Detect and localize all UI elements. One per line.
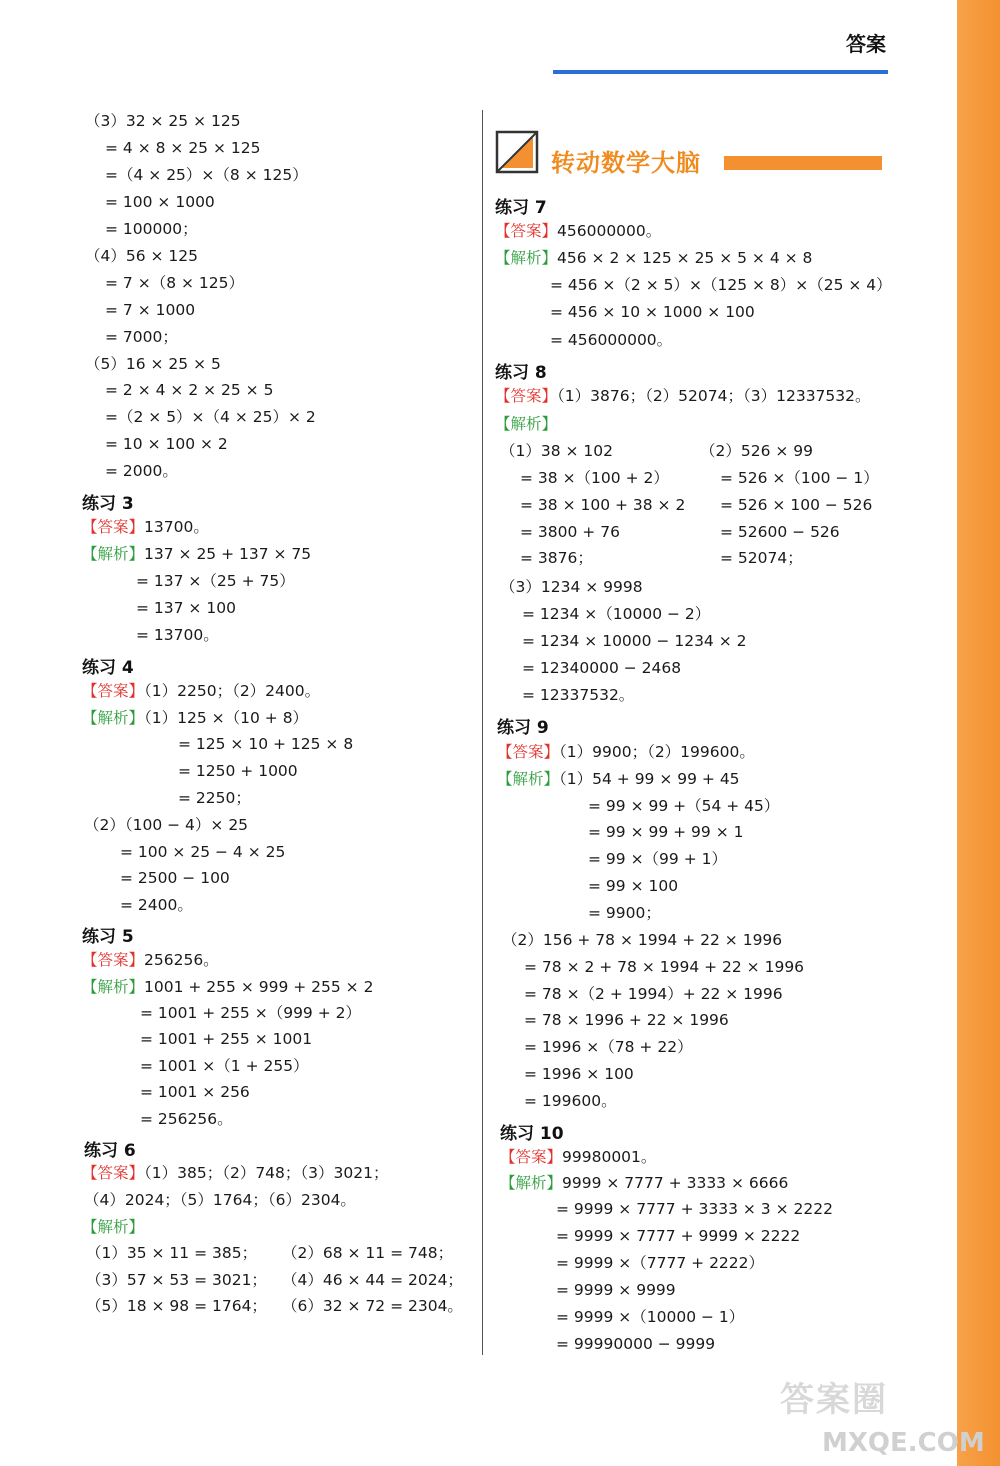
calc-line: = 2500 − 100 (120, 869, 230, 887)
exercise-6-title: 练习 6 (84, 1141, 136, 1161)
calc-line: =（2 × 5）×（4 × 25）× 2 (105, 408, 316, 426)
explain-row (82, 977, 373, 997)
section-banner-title: 转动数学大脑 (551, 149, 701, 177)
answer-row (495, 386, 871, 406)
calc-line: = 10 × 100 × 2 (105, 435, 228, 453)
answer-row (82, 950, 219, 970)
calc-line: （3）32 × 25 × 125 (85, 112, 241, 130)
calc-line: = 7000； (105, 328, 178, 346)
calc-line: 9999 × 7777 + 3333 × 6666 (562, 1174, 789, 1192)
calc-line: （2）（100 − 4）× 25 (84, 816, 249, 834)
explain-row (495, 414, 557, 434)
calc-line: = 13700。 (136, 626, 219, 644)
calc-line: = 456 ×（2 × 5）×（125 × 8）×（25 × 4） (550, 276, 892, 294)
calc-line: （5）16 × 25 × 5 (85, 355, 221, 373)
calc-line: = 78 ×（2 + 1994）+ 22 × 1996 (524, 985, 783, 1003)
calc-line: 137 × 25 + 137 × 75 (144, 545, 312, 563)
calc-line: （2）156 + 78 × 1994 + 22 × 1996 (502, 931, 783, 949)
calc-line: = 1001 + 255 × 1001 (140, 1030, 313, 1048)
calc-line: （1）54 + 99 × 99 + 45 (559, 770, 740, 788)
calc-line: = 1234 × 10000 − 1234 × 2 (522, 632, 747, 650)
exercise-4-title: 练习 4 (82, 658, 134, 678)
calc-line: = 256256。 (140, 1110, 233, 1128)
calc-line: = 125 × 10 + 125 × 8 (178, 735, 354, 753)
calc-line: = 1996 × 100 (524, 1065, 634, 1083)
calc-line: = 99 × 100 (588, 877, 679, 895)
calc-line: = 9999 × 7777 + 3333 × 3 × 2222 (556, 1200, 833, 1218)
calc-line: = 38 × 100 + 38 × 2 (520, 496, 686, 514)
explain-tag: 【解析】 (82, 545, 145, 563)
explain-row (500, 1173, 788, 1193)
answer-value: （1）385；（2）748；（3）3021； (144, 1164, 389, 1182)
calc-line: = 456 × 10 × 1000 × 100 (550, 303, 755, 321)
answer-tag: 【答案】 (500, 1148, 563, 1166)
column-divider (482, 110, 483, 1355)
banner-accent-bar (724, 156, 882, 170)
calc-line: = 100000； (105, 220, 198, 238)
calc-line: = 4 × 8 × 25 × 125 (105, 139, 261, 157)
answer-tag: 【答案】 (497, 743, 560, 761)
watermark-logo: 答案圈 (780, 1380, 888, 1420)
exercise-5-title: 练习 5 (82, 927, 134, 947)
answer-continued: （4）2024；（5）1764；（6）2304。 (84, 1191, 356, 1209)
calc-line: = 1001 ×（1 + 255） (140, 1057, 309, 1075)
calc-line: = 12340000 − 2468 (522, 659, 682, 677)
answer-value: （1）3876；（2）52074；（3）12337532。 (557, 387, 871, 405)
calc-line: （6）32 × 72 = 2304。 (282, 1297, 463, 1315)
calc-line: （2）526 × 99 (700, 442, 814, 460)
answer-tag: 【答案】 (82, 1164, 145, 1182)
calc-line: = 52600 − 526 (720, 523, 840, 541)
calc-line: （4）46 × 44 = 2024； (282, 1271, 463, 1289)
calc-line: = 137 × 100 (136, 599, 236, 617)
calc-line: = 2 × 4 × 2 × 25 × 5 (105, 381, 274, 399)
explain-tag: 【解析】 (495, 415, 558, 433)
calc-line: （4）56 × 125 (85, 247, 199, 265)
header-rule (553, 70, 888, 74)
calc-line: = 526 × 100 − 526 (720, 496, 873, 514)
answer-value: 256256。 (144, 951, 219, 969)
calc-line: （2）68 × 11 = 748； (282, 1244, 454, 1262)
answer-value: 13700。 (144, 518, 209, 536)
calc-line: = 99 × 99 +（54 + 45） (588, 797, 780, 815)
exercise-9-title: 练习 9 (497, 718, 549, 738)
answer-tag: 【答案】 (82, 951, 145, 969)
answer-tag: 【答案】 (495, 387, 558, 405)
answer-row (500, 1147, 656, 1167)
calc-line: （3）57 × 53 = 3021； (86, 1271, 267, 1289)
calc-line: （1）125 ×（10 + 8） (144, 709, 309, 727)
calc-line: = 100 × 25 − 4 × 25 (120, 843, 286, 861)
calc-line: = 99990000 − 9999 (556, 1335, 716, 1353)
answer-tag: 【答案】 (495, 222, 558, 240)
answer-value: 456000000。 (557, 222, 662, 240)
calc-line: = 1250 + 1000 (178, 762, 298, 780)
answer-tag: 【答案】 (82, 682, 145, 700)
explain-tag: 【解析】 (82, 709, 145, 727)
answer-value: （1）9900；（2）199600。 (559, 743, 755, 761)
calc-line: （1）38 × 102 (500, 442, 614, 460)
calc-line: = 7 ×（8 × 125） (105, 274, 244, 292)
exercise-10-title: 练习 10 (500, 1124, 564, 1144)
watermark-url: MXQE.COM (822, 1428, 985, 1458)
brain-section-icon (495, 130, 539, 174)
calc-line: = 199600。 (524, 1092, 617, 1110)
answer-row (82, 517, 209, 537)
calc-line: 456 × 2 × 125 × 25 × 5 × 4 × 8 (557, 249, 813, 267)
calc-line: = 9999 × 9999 (556, 1281, 676, 1299)
exercise-7-title: 练习 7 (495, 198, 547, 218)
calc-line: = 52074； (720, 549, 803, 567)
calc-line: = 2000。 (105, 462, 178, 480)
calc-line: = 78 × 1996 + 22 × 1996 (524, 1011, 729, 1029)
calc-line: = 1001 + 255 ×（999 + 2） (140, 1004, 361, 1022)
answer-row (82, 1163, 388, 1183)
calc-line: = 99 ×（99 + 1） (588, 850, 727, 868)
calc-line: （3）1234 × 9998 (500, 578, 643, 596)
page-edge-strip (957, 0, 1000, 1466)
answer-row (82, 681, 320, 701)
calc-line: = 1001 × 256 (140, 1083, 250, 1101)
calc-line: = 137 ×（25 + 75） (136, 572, 295, 590)
answer-value: 99980001。 (562, 1148, 657, 1166)
calc-line: = 526 ×（100 − 1） (720, 469, 879, 487)
answer-row (495, 221, 661, 241)
calc-line: = 1996 ×（78 + 22） (524, 1038, 693, 1056)
calc-line: = 12337532。 (522, 686, 635, 704)
calc-line: = 9999 × 7777 + 9999 × 2222 (556, 1227, 801, 1245)
explain-tag: 【解析】 (497, 770, 560, 788)
explain-row (497, 769, 740, 789)
calc-line: = 456000000。 (550, 331, 673, 349)
explain-tag: 【解析】 (82, 978, 145, 996)
explain-row (495, 248, 812, 268)
explain-tag: 【解析】 (82, 1218, 145, 1236)
exercise-8-title: 练习 8 (495, 363, 547, 383)
answer-tag: 【答案】 (82, 518, 145, 536)
calc-line: = 3800 + 76 (520, 523, 620, 541)
calc-line: = 3876； (520, 549, 593, 567)
explain-row (82, 1217, 144, 1237)
calc-line: = 99 × 99 + 99 × 1 (588, 823, 744, 841)
explain-tag: 【解析】 (500, 1174, 563, 1192)
calc-line: （5）18 × 98 = 1764； (86, 1297, 267, 1315)
calc-line: = 9900； (588, 904, 661, 922)
calc-line: = 2250； (178, 789, 251, 807)
calc-line: （1）35 × 11 = 385； (86, 1244, 258, 1262)
explain-row (82, 544, 311, 564)
calc-line: = 38 ×（100 + 2） (520, 469, 669, 487)
answer-row (497, 742, 755, 762)
explain-row (82, 708, 308, 728)
calc-line: 1001 + 255 × 999 + 255 × 2 (144, 978, 374, 996)
calc-line: = 7 × 1000 (105, 301, 196, 319)
calc-line: = 1234 ×（10000 − 2） (522, 605, 711, 623)
calc-line: = 2400。 (120, 896, 193, 914)
calc-line: = 9999 ×（10000 − 1） (556, 1308, 745, 1326)
calc-line: = 78 × 2 + 78 × 1994 + 22 × 1996 (524, 958, 805, 976)
exercise-3-title: 练习 3 (82, 494, 134, 514)
explain-tag: 【解析】 (495, 249, 558, 267)
page-header-title: 答案 (846, 32, 886, 56)
calc-line: = 9999 ×（7777 + 2222） (556, 1254, 765, 1272)
calc-line: =（4 × 25）×（8 × 125） (105, 166, 308, 184)
answer-value: （1）2250；（2）2400。 (144, 682, 321, 700)
calc-line: = 100 × 1000 (105, 193, 215, 211)
